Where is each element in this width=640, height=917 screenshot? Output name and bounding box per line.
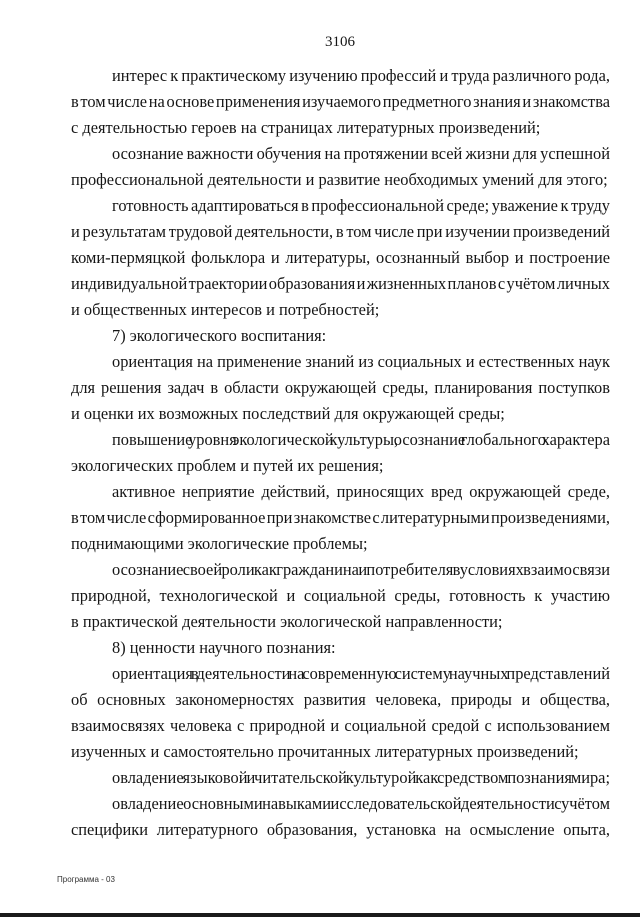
text-line (71, 583, 610, 609)
text-line (71, 89, 610, 115)
paragraph (71, 63, 610, 141)
text-line-content: 8) ценности научного познания: (112, 638, 336, 657)
text-line (71, 531, 610, 557)
text-line-content: экологических проблем и путей их решения; (71, 456, 384, 475)
text-line-content: об основных закономерностях развития человека, природы и общества, (71, 690, 610, 709)
paragraph (71, 635, 610, 661)
text-line (71, 479, 610, 505)
text-line-content: поднимающими экологические проблемы; (71, 534, 368, 553)
text-line-content: и результатам трудовой деятельности, в том числе при изучении произведений (71, 222, 610, 241)
text-line-content: изученных и самостоятельно прочитанных литературных произведений; (71, 742, 579, 761)
text-line (71, 115, 610, 141)
text-line (71, 167, 610, 193)
text-line-content: с деятельностью героев на страницах литературных произведений; (71, 118, 541, 137)
text-line-content: профессиональной деятельности и развитие необходимых умений для этого; (71, 170, 608, 189)
text-line (71, 63, 610, 89)
text-line (71, 271, 610, 297)
text-line (71, 557, 610, 583)
text-line-content: коми-пермяцкой фольклора и литературы, осознанный выбор и построение (71, 248, 610, 267)
text-line (71, 817, 610, 843)
text-line-content: и общественных интересов и потребностей; (71, 300, 380, 319)
text-line (71, 349, 610, 375)
text-line (71, 401, 610, 427)
paragraph (71, 323, 610, 349)
paragraph (71, 661, 610, 765)
text-line-content: взаимосвязях человека с природной и социальной средой с использованием (71, 716, 610, 735)
text-line-content: активное неприятие действий, приносящих вред окружающей среде, (112, 482, 610, 501)
paragraph (71, 765, 610, 791)
text-line (71, 297, 610, 323)
text-line-content: специфики литературного образования, установка на осмысление опыта, (71, 820, 610, 839)
scan-edge (0, 913, 640, 917)
text-line-content: 7) экологического воспитания: (112, 326, 327, 345)
text-line-content: природной, технологической и социальной среды, готовность к участию (71, 586, 610, 605)
text-line (71, 661, 610, 687)
paragraph (71, 193, 610, 323)
text-line-content: в практической деятельности экологической направленности; (71, 612, 503, 631)
paragraph (71, 791, 610, 843)
text-line (71, 427, 610, 453)
text-line (71, 219, 610, 245)
text-line (71, 713, 610, 739)
text-line (71, 193, 610, 219)
text-line (71, 141, 610, 167)
text-line (71, 739, 610, 765)
text-line-content: индивидуальной траектории образования и жизненных планов с учётом личных (71, 274, 610, 293)
text-line (71, 687, 610, 713)
text-line-content: готовность адаптироваться в профессиональной среде; уважение к труду (112, 196, 610, 215)
text-line (71, 375, 610, 401)
text-line (71, 765, 610, 791)
text-line-content: осознание важности обучения на протяжении всей жизни для успешной (112, 144, 610, 163)
footer-label: Программа - 03 (57, 875, 115, 884)
text-line (71, 245, 610, 271)
text-line-content: интерес к практическому изучению профессий и труда различного рода, (112, 66, 610, 85)
text-line-content: и оценки их возможных последствий для окружающей среды; (71, 404, 505, 423)
document-body (71, 63, 610, 843)
text-line (71, 635, 610, 661)
paragraph (71, 479, 610, 557)
text-line (71, 323, 610, 349)
text-line (71, 505, 610, 531)
page-number: 3106 (325, 34, 355, 50)
text-line-content: ориентация в деятельности на современную систему научных представлений (112, 664, 610, 683)
paragraph (71, 141, 610, 193)
paragraph (71, 427, 610, 479)
paragraph (71, 349, 610, 427)
text-line (71, 791, 610, 817)
text-line-content: повышение уровня экологической культуры, осознание глобального характера (112, 430, 610, 449)
text-line-content: в том числе на основе применения изучаемого предметного знания и знакомства (71, 92, 610, 111)
text-line-content: овладение основными навыками исследовательской деятельности с учётом (112, 794, 610, 813)
text-line-content: осознание своей роли как гражданина и потребителя в условиях взаимосвязи (112, 560, 610, 579)
text-line-content: ориентация на применение знаний из социальных и естественных наук (112, 352, 610, 371)
text-line (71, 453, 610, 479)
text-line-content: для решения задач в области окружающей среды, планирования поступков (71, 378, 610, 397)
text-line-content: в том числе сформированное при знакомстве с литературными произведениями, (71, 508, 610, 527)
paragraph (71, 557, 610, 635)
text-line (71, 609, 610, 635)
text-line-content: овладение языковой и читательской культурой как средством познания мира; (112, 768, 610, 787)
